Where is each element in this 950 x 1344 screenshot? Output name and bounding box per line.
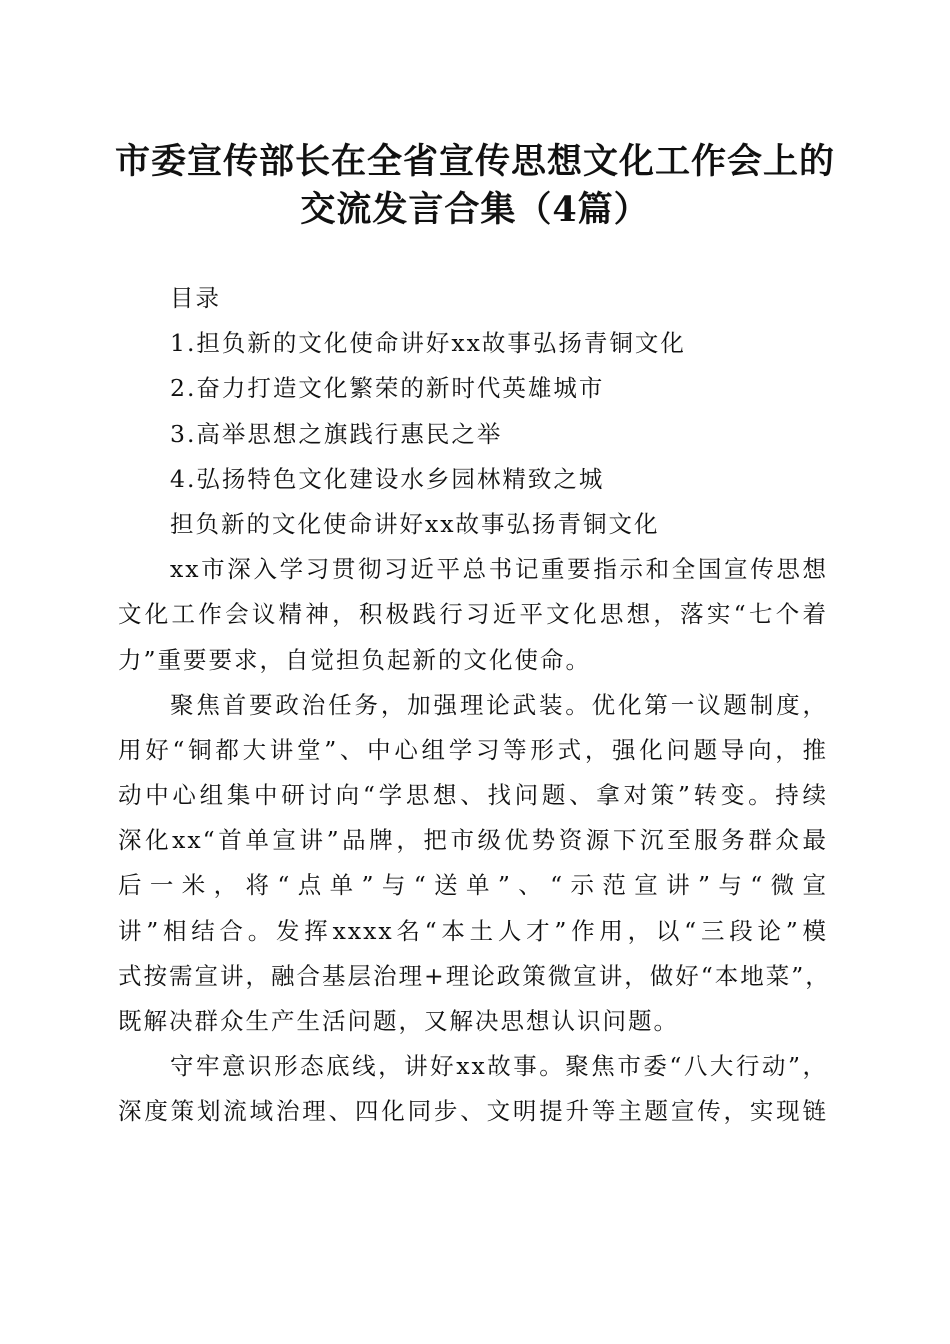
- paragraph-line: 动中心组集中研讨向“学思想、找问题、拿对策”转变。持续: [118, 781, 828, 810]
- document-title: [100, 138, 850, 234]
- paragraph-line: 式按需宣讲，融合基层治理+理论政策微宣讲，做好“本地菜”，: [118, 961, 831, 990]
- paragraph-1: [118, 548, 828, 680]
- paragraph-line: 力”重要要求，自觉担负起新的文化使命。: [118, 645, 592, 674]
- paragraph-line: 深化xx“首单宣讲”品牌，把市级优势资源下沉至服务群众最: [118, 826, 828, 855]
- document-body: [118, 277, 831, 1136]
- paragraph-line: 后一米，将“点单”与“送单”、“示范宣讲”与“微宣: [118, 871, 828, 900]
- toc-item-4: 4.弘扬特色文化建设水乡园林精致之城: [170, 464, 605, 493]
- paragraph-line: 深度策划流域治理、四化同步、文明提升等主题宣传，实现链: [118, 1097, 828, 1126]
- toc-heading: 目录: [170, 284, 221, 312]
- toc-item-2: 2.奋力打造文化繁荣的新时代英雄城市: [170, 374, 605, 403]
- toc-item-3: 3.高举思想之旗践行惠民之举: [170, 419, 503, 448]
- paragraph-line: xx市深入学习贯彻习近平总书记重要指示和全国宣传思想: [170, 555, 828, 584]
- paragraph-line: 用好“铜都大讲堂”、中心组学习等形式，强化问题导向，推: [118, 735, 828, 764]
- paragraph-2: [118, 684, 831, 1042]
- paragraph-line: 讲”相结合。发挥xxxx名“本土人才”作用，以“三段论”模: [118, 916, 828, 945]
- title-line-1: 市委宣传部长在全省宣传思想文化工作会上的: [114, 141, 835, 182]
- toc-item-1: 1.担负新的文化使命讲好xx故事弘扬青铜文化: [170, 329, 686, 358]
- paragraph-line: 既解决群众生产生活问题，又解决思想认识问题。: [118, 1007, 679, 1035]
- paragraph-3: [118, 1045, 828, 1132]
- paragraph-line: 文化工作会议精神，积极践行习近平文化思想，落实“七个着: [118, 600, 828, 629]
- section-title: 担负新的文化使命讲好xx故事弘扬青铜文化: [170, 509, 660, 538]
- paragraph-line: 聚焦首要政治任务，加强理论武装。优化第一议题制度，: [170, 690, 828, 719]
- title-line-2: 交流发言合集（4篇）: [300, 189, 650, 230]
- paragraph-line: 守牢意识形态底线，讲好xx故事。聚焦市委“八大行动”，: [170, 1052, 828, 1081]
